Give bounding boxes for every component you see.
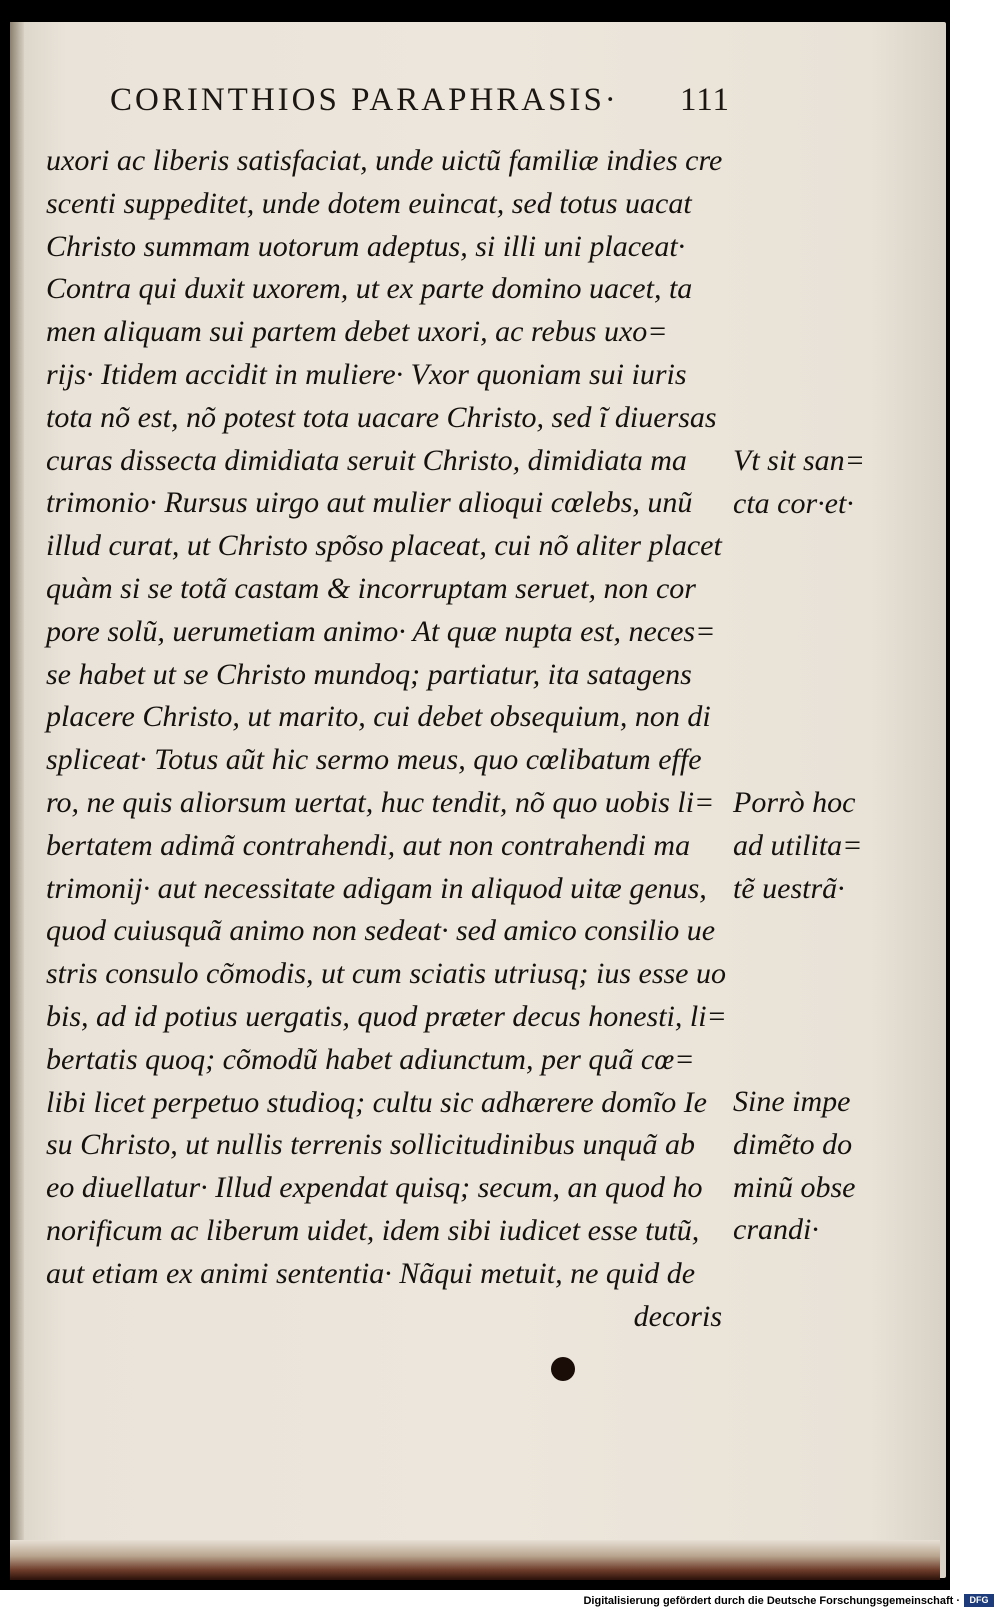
text-line: tota nõ est, nõ potest tota uacare Christo, sed ĩ diuersas [46,400,717,434]
margin-note-line: ad utilita= [733,828,863,862]
text-line: su Christo, ut nullis terrenis sollicitudinibus unquã ab [46,1128,695,1162]
page-gutter-shadow [10,22,24,1578]
margin-note-line: Vt sit san= [733,444,865,477]
text-line: stris consulo cõmodis, ut cum sciatis utriusq; ius esse uo [46,957,726,991]
text-line: placere Christo, ut marito, cui debet obsequium, non di [46,700,711,734]
margin-note-vt-sit [733,440,903,526]
text-line: bis, ad id potius uergatis, quod præter decus honesti, li= [46,999,727,1033]
margin-note-line: Porrò hoc [733,786,856,819]
dfg-logo: DFG [964,1594,994,1607]
folio-number: 111 [679,82,730,118]
margin-note-line: minũ obse [733,1170,856,1204]
text-line: ro, ne quis aliorsum uertat, huc tendit, nõ quo uobis li= [46,785,715,819]
page-bottom-edge [10,1540,940,1580]
margin-note-line: crandi· [733,1213,819,1247]
running-title: CORINTHIOS PARAPHRASIS· [110,82,619,118]
text-line: quàm si se totã castam & incorruptam seruet, non cor [46,571,696,605]
margin-note-line: tẽ uestrã· [733,871,845,905]
text-line: aut etiam ex animi sententia· Nãqui metuit, ne quid de [46,1256,696,1290]
funding-credit: Digitalisierung gefördert durch die Deutsche Forschungsgemeinschaft · [583,1595,960,1607]
text-line: quod cuiusquã animo non sedeat· sed amico consilio ue [46,914,716,948]
text-line: libi licet perpetuo studioq; cultu sic adhærere domĩo Ie [46,1085,707,1119]
text-line: norificum ac liberum uidet, idem sibi iudicet esse tutũ, [46,1213,700,1247]
text-line: se habet ut se Christo mundoq; partiatur, ita satagens [46,657,692,691]
text-line: eo diuellatur· Illud expendat quisq; secum, an quod ho [46,1171,703,1205]
running-header [110,82,730,119]
text-line: bertatis quoq; cõmodũ habet adiunctum, per quã cœ= [46,1042,695,1076]
text-line: spliceat· Totus aũt hic sermo meus, quo cœlibatum effe [46,743,702,777]
margin-note-line: Sine impe [733,1085,851,1118]
text-line: trimonio· Rursus uirgo aut mulier alioqui cœlebs, unũ [46,486,693,520]
text-line: pore solũ, uerumetiam animo· At quæ nupta est, neces= [46,614,716,648]
text-line: Contra qui duxit uxorem, ut ex parte domino uacet, ta [46,272,693,306]
margin-note-line: dimẽto do [733,1127,853,1161]
margin-note-sine-impe [733,1081,903,1252]
text-line: scenti suppeditet, unde dotem euincat, sed totus uacat [46,186,692,220]
text-line: Christo summam uotorum adeptus, si illi uni placeat· [46,229,686,263]
catchword: decoris [633,1299,722,1333]
margin-note-porro-hoc [733,782,903,910]
ink-blot [551,1357,575,1381]
text-line: bertatem adimã contrahendi, aut non contrahendi ma [46,828,691,862]
text-line: uxori ac liberis satisfaciat, unde uictũ familiæ indies cre [46,144,723,177]
text-line: illud curat, ut Christo spõso placeat, cui nõ aliter placet [46,529,722,563]
margin-note-line: cta cor·et· [733,486,854,520]
text-line: men aliquam sui partem debet uxori, ac rebus uxo= [46,315,668,349]
text-line: trimonij· aut necessitate adigam in aliquod uitæ genus, [46,871,707,905]
text-line: curas dissecta dimidiata seruit Christo, dimidiata ma [46,443,687,477]
text-line: rijs· Itidem accidit in muliere· Vxor quoniam sui iuris [46,357,687,391]
footer-bar [0,1591,1000,1611]
body-text [46,140,726,1338]
